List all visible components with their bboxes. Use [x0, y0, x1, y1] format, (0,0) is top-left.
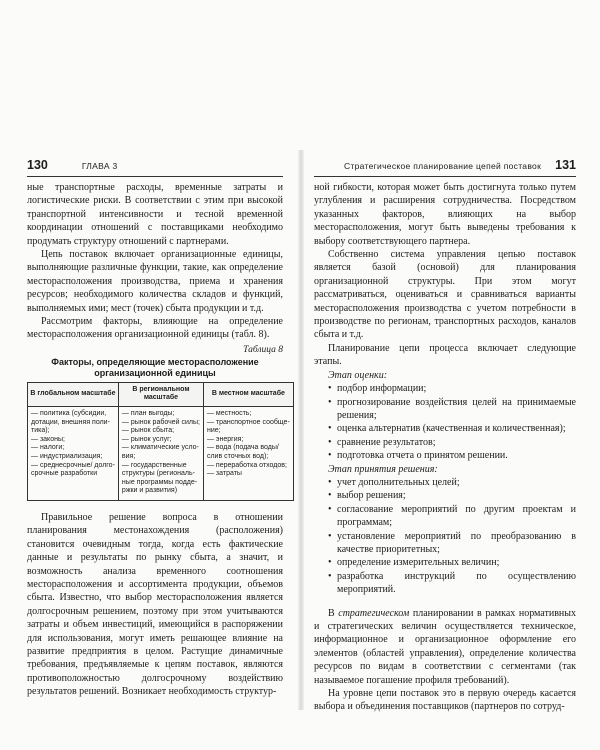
list-item: • подготовка отчета о принятом решении.	[328, 450, 508, 462]
list-item: • выбор решения;	[328, 490, 406, 502]
cell-line: — рынок рабочей силы;	[121, 418, 200, 426]
right-paragraph-2: Собственно система управления цепью поставок является базой (основой) для планирования организационной структуры. При этом могут рассматриваться, оцениваться и сравниваться варианты месторасположения производства с учетом потребности в производстве по регионам, транспортных расходов, каналов сбыта и т.д.	[314, 249, 576, 341]
list-item-text: оценка альтернатив (качественная и количественная);	[337, 423, 566, 435]
cell-line: слив сточных вод);	[206, 453, 269, 461]
table-title	[27, 357, 283, 379]
left-paragraph-1: ные транспортные расходы, временные затраты и логистические риски. В соответствии с этим при высокой транспортной интенсивности и тесной временной координации отношений с поставщиками необходимо продумать структуру отношений с партнерами.	[27, 182, 283, 247]
list-item: • прогнозирование воздействия целей на принимаемые решения;	[328, 396, 576, 421]
evaluation-list	[314, 382, 576, 462]
text-run: В	[328, 607, 339, 619]
right-page	[314, 158, 576, 714]
list-item-text: учет дополнительных целей;	[337, 476, 460, 488]
right-paragraph-1: ной гибкости, которая может быть достигнута только путем углубления и расширения сотрудничества. Посредством указанных факторов, влияющих на выбор месторасположения, могут быть выведены требования к выбору соответствующего партнера.	[314, 182, 576, 247]
header-local: В местном масштабе	[203, 382, 293, 406]
list-item-text: подбор информации;	[337, 383, 427, 395]
cell-line: — рынок услуг;	[121, 435, 172, 443]
cell-line: дотации, внешняя поли-	[31, 418, 110, 426]
cell-line: ные программы подде-	[121, 478, 198, 486]
cell-local	[203, 407, 293, 501]
list-item-text: разработка инструкций по осуществлению мероприятий.	[337, 570, 576, 596]
cell-line: — план выгоды;	[121, 410, 175, 418]
spacer	[314, 597, 576, 607]
factors-table	[27, 382, 294, 501]
list-item: • сравнение результатов;	[328, 436, 436, 448]
list-item: • определение измерительных величин;	[328, 557, 500, 569]
cell-line: — вода (подача воды/	[206, 444, 279, 452]
cell-line: вия;	[121, 453, 136, 461]
right-chapter-title: Стратегическое планирование цепей поставок	[344, 161, 542, 171]
table-row	[28, 407, 294, 501]
cell-line: — налоги;	[31, 444, 65, 452]
cell-line: тика);	[31, 427, 50, 435]
text-run: планировании в рамках нормативных и стратегических величин осуществляется техническое, информационное и организационное оформление его элементов (областей управления), определение количества ресурсов по видам в соответствии с сегментами (так называемое погашение профиля требований).	[314, 607, 577, 686]
cell-line: срочные разработки	[31, 470, 98, 478]
cell-line: — затраты	[206, 470, 242, 478]
list-item: • учет дополнительных целей;	[328, 476, 460, 488]
right-page-number: 131	[555, 158, 576, 172]
list-item-text: подготовка отчета о принятом решении.	[337, 450, 508, 462]
cell-line: ние;	[206, 427, 221, 435]
cell-line: — среднесрочные/ долго-	[31, 461, 115, 469]
stage-heading-evaluation: Этап оценки:	[328, 369, 388, 381]
cell-line: — климатические усло-	[121, 444, 199, 452]
list-item-text: согласование мероприятий по другим проектам и программам;	[337, 503, 576, 529]
decision-list	[314, 476, 576, 597]
cell-line: — индустриализация;	[31, 453, 103, 461]
cell-line: — переработка отходов;	[206, 461, 287, 469]
cell-line: ржки и развития)	[121, 487, 178, 495]
left-page	[27, 158, 290, 699]
left-paragraph-4: Правильное решение вопроса в отношении планирования местонахождения (расположения) становится очевидным тогда, когда есть фактические данные и результаты по рынку сбыта, а значит, и возможность анализа временного соотношения месторасположения и ассортимента продукции, объемов сбыта. Известно, что выбор месторасположения является долгосрочным решением, поэтому при этом учитываются затраты и объем инвестиций, имеющийся в распоряжении для использования, могут иметь решающее влияние на развитие предприятия в целом. Растущие динамичные требования, предъявляемые к цепям поставок, являются противоположностью долгосрочному воздействию результатов решений. Возникает необходимость структур-	[27, 512, 283, 698]
list-item-text: установление мероприятий по преобразованию в качестве приоритетных;	[337, 530, 576, 555]
cell-line: — энергия;	[206, 435, 244, 443]
list-item: • согласование мероприятий по другим проектам и программам;	[328, 503, 576, 529]
list-item: • оценка альтернатив (качественная и количественная);	[328, 423, 566, 435]
right-running-head	[314, 158, 576, 177]
list-item-text: сравнение результатов;	[337, 436, 436, 448]
list-item: • подбор информации;	[328, 383, 427, 395]
emphasis-text: стратегическом	[338, 607, 410, 619]
spacer	[27, 501, 283, 511]
list-item-text: прогнозирование воздействия целей на принимаемые решения;	[337, 396, 576, 421]
cell-line: — местность;	[206, 410, 252, 418]
cell-global	[28, 407, 119, 501]
left-paragraph-2: Цепь поставок включает организационные единицы, выполняющие различные функции, такие, как определение месторасположения производства, приема и хранения ресурсов; необходимого количества складов и функций, выполняемых ими; мест (точек) сбыта продукции и т.д.	[27, 249, 283, 314]
right-paragraph-3: Планирование цепи процесса включает следующие этапы.	[314, 342, 576, 368]
left-page-number: 130	[27, 158, 48, 172]
right-paragraph-5: На уровне цепи поставок это в первую очередь касается выбора и объединения поставщиков (партнеров по сотруд-	[314, 688, 576, 713]
header-global: В глобальном масштабе	[28, 382, 119, 406]
list-item: • разработка инструкций по осуществлению мероприятий.	[328, 570, 576, 596]
left-paragraph-3: Рассмотрим факторы, влияющие на определение месторасположения организационной единицы (табл. 8).	[27, 316, 283, 341]
cell-line: структуры (региональ-	[121, 470, 195, 478]
cell-line: — транспортное сообще-	[206, 418, 290, 426]
book-gutter	[298, 150, 304, 710]
left-running-head	[27, 158, 283, 177]
list-item-text: выбор решения;	[337, 490, 406, 502]
cell-line: — рынок сбыта;	[121, 427, 175, 435]
left-chapter-title: ГЛАВА 3	[81, 161, 118, 171]
table-title-line-1: Факторы, определяющие месторасположение	[51, 356, 259, 367]
table-title-line-2: организационной единицы	[94, 367, 216, 378]
cell-line: — законы;	[31, 435, 65, 443]
cell-line: — государственные	[121, 461, 187, 469]
table-header-row	[28, 382, 294, 406]
cell-line: — политика (субсидии,	[31, 410, 107, 418]
cell-regional	[118, 407, 203, 501]
table-label: Таблица 8	[243, 344, 283, 355]
list-item-text: определение измерительных величин;	[337, 557, 500, 569]
list-item: • установление мероприятий по преобразованию в качестве приоритетных;	[328, 530, 576, 555]
stage-heading-decision: Этап принятия решения:	[328, 463, 438, 475]
right-paragraph-4	[314, 607, 576, 687]
header-regional: В региональном масштабе	[118, 382, 203, 406]
